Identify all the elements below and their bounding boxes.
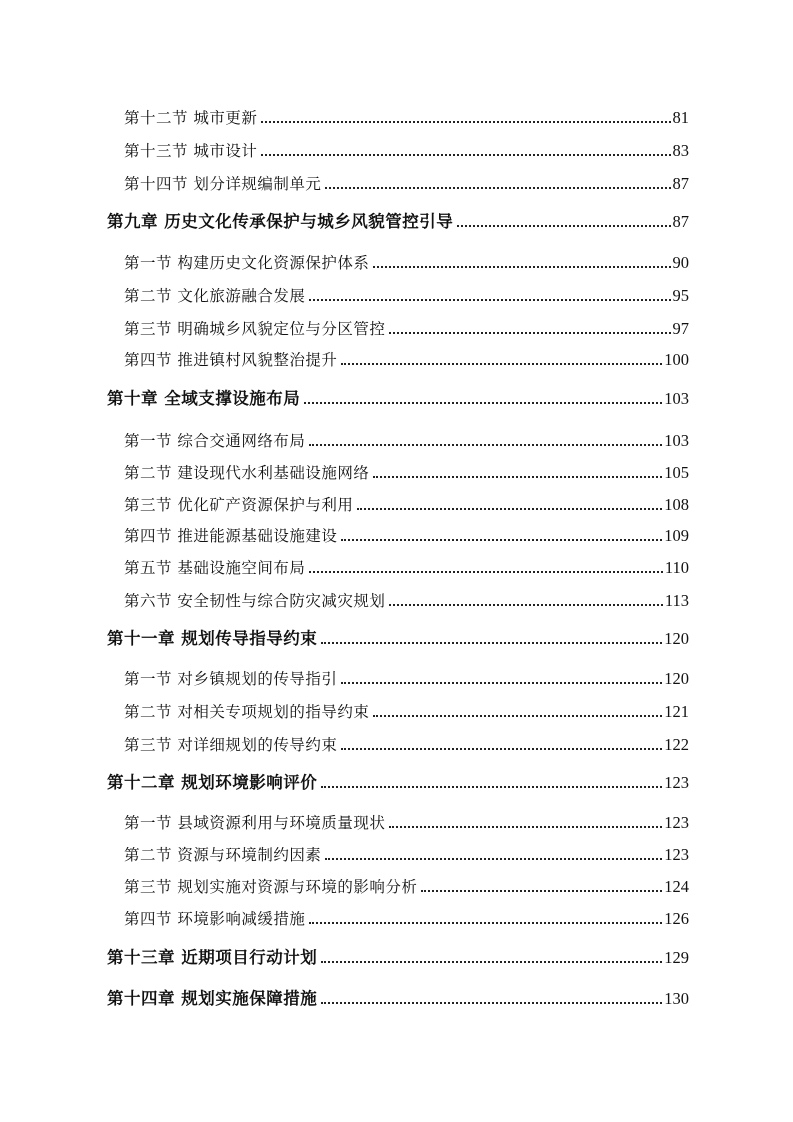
toc-entry-chapter[interactable] xyxy=(107,765,689,793)
toc-page-number: 83 xyxy=(672,141,689,160)
toc-page-number: 110 xyxy=(664,558,689,577)
toc-entry-section[interactable] xyxy=(124,455,689,483)
toc-entry-section[interactable] xyxy=(124,311,689,339)
toc-page-number: 124 xyxy=(664,877,689,896)
toc-entry-section[interactable] xyxy=(124,869,689,897)
toc-page-number: 123 xyxy=(664,773,689,792)
dot-leader xyxy=(457,225,670,227)
toc-entry-title: 第十四节 划分详规编制单元 xyxy=(124,175,322,193)
dot-leader xyxy=(341,363,662,365)
toc-entry-title: 第三节 规划实施对资源与环境的影响分析 xyxy=(124,878,418,896)
dot-leader xyxy=(389,332,670,334)
dot-leader xyxy=(304,402,662,404)
dot-leader xyxy=(421,890,662,892)
toc-entry-section[interactable] xyxy=(124,583,689,611)
dot-leader xyxy=(309,571,662,573)
toc-entry-title: 第二节 对相关专项规划的指导约束 xyxy=(124,703,370,721)
toc-entry-section[interactable] xyxy=(124,661,689,689)
toc-entry-title: 第三节 优化矿产资源保护与利用 xyxy=(124,496,354,514)
dot-leader xyxy=(321,1002,662,1004)
dot-leader xyxy=(389,826,662,828)
toc-entry-title: 第十三章 近期项目行动计划 xyxy=(107,948,318,967)
dot-leader xyxy=(321,642,662,644)
toc-entry-title: 第六节 安全韧性与综合防灾减灾规划 xyxy=(124,592,386,610)
toc-entry-title: 第二节 文化旅游融合发展 xyxy=(124,287,306,305)
toc-page-number: 123 xyxy=(664,845,689,864)
dot-leader xyxy=(389,604,662,606)
dot-leader xyxy=(373,266,670,268)
toc-page-number: 95 xyxy=(672,286,689,305)
dot-leader xyxy=(341,682,662,684)
toc-entry-section[interactable] xyxy=(124,901,689,929)
dot-leader xyxy=(341,539,662,541)
dot-leader xyxy=(309,299,670,301)
toc-entry-section[interactable] xyxy=(124,518,689,546)
dot-leader xyxy=(357,508,662,510)
toc-page-number: 113 xyxy=(664,591,689,610)
toc-entry-section[interactable] xyxy=(124,727,689,755)
toc-entry-section[interactable] xyxy=(124,423,689,451)
toc-entry-title: 第九章 历史文化传承保护与城乡风貌管控引导 xyxy=(107,212,454,231)
toc-entry-section[interactable] xyxy=(124,133,689,161)
dot-leader xyxy=(261,121,670,123)
toc-entry-section[interactable] xyxy=(124,342,689,370)
toc-entry-section[interactable] xyxy=(124,166,689,194)
dot-leader xyxy=(373,476,662,478)
toc-page-number: 97 xyxy=(672,319,689,338)
dot-leader xyxy=(309,922,662,924)
toc-entry-title: 第三节 对详细规划的传导约束 xyxy=(124,736,338,754)
toc-entry-title: 第一节 构建历史文化资源保护体系 xyxy=(124,254,370,272)
toc-page-number: 109 xyxy=(664,526,689,545)
dot-leader xyxy=(309,444,662,446)
dot-leader xyxy=(321,961,662,963)
toc-entry-title: 第四节 环境影响减缓措施 xyxy=(124,910,306,928)
toc-page-number: 129 xyxy=(664,948,689,967)
toc-page-number: 81 xyxy=(672,108,689,127)
toc-entry-title: 第十二节 城市更新 xyxy=(124,109,258,127)
toc-page-number: 105 xyxy=(664,463,689,482)
toc-page-number: 87 xyxy=(672,174,689,193)
toc-page-number: 108 xyxy=(664,495,689,514)
toc-entry-section[interactable] xyxy=(124,837,689,865)
dot-leader xyxy=(341,748,662,750)
toc-entry-section[interactable] xyxy=(124,550,689,578)
toc-page-number: 122 xyxy=(664,735,689,754)
toc-page-number: 103 xyxy=(664,431,689,450)
toc-entry-title: 第十四章 规划实施保障措施 xyxy=(107,989,318,1008)
toc-entry-section[interactable] xyxy=(124,694,689,722)
toc-page-number: 123 xyxy=(664,813,689,832)
toc-entry-chapter[interactable] xyxy=(107,940,689,968)
toc-page-number: 121 xyxy=(664,702,689,721)
toc-entry-title: 第五节 基础设施空间布局 xyxy=(124,559,306,577)
toc-entry-title: 第十三节 城市设计 xyxy=(124,142,258,160)
toc-entry-chapter[interactable] xyxy=(107,381,689,409)
toc-entry-title: 第二节 资源与环境制约因素 xyxy=(124,846,322,864)
toc-entry-chapter[interactable] xyxy=(107,981,689,1009)
dot-leader xyxy=(373,715,662,717)
toc-page-number: 120 xyxy=(664,669,689,688)
toc-entry-title: 第一节 县域资源利用与环境质量现状 xyxy=(124,814,386,832)
toc-entry-title: 第一节 综合交通网络布局 xyxy=(124,432,306,450)
toc-entry-title: 第四节 推进能源基础设施建设 xyxy=(124,527,338,545)
toc-page-number: 126 xyxy=(664,909,689,928)
toc-entry-title: 第三节 明确城乡风貌定位与分区管控 xyxy=(124,320,386,338)
toc-entry-section[interactable] xyxy=(124,278,689,306)
toc-entry-section[interactable] xyxy=(124,805,689,833)
toc-entry-title: 第二节 建设现代水利基础设施网络 xyxy=(124,464,370,482)
toc-entry-chapter[interactable] xyxy=(107,621,689,649)
toc-entry-section[interactable] xyxy=(124,487,689,515)
toc-entry-title: 第十一章 规划传导指导约束 xyxy=(107,629,318,648)
toc-entry-title: 第一节 对乡镇规划的传导指引 xyxy=(124,670,338,688)
toc-entry-section[interactable] xyxy=(124,245,689,273)
dot-leader xyxy=(325,187,670,189)
toc-entry-title: 第四节 推进镇村风貌整治提升 xyxy=(124,351,338,369)
dot-leader xyxy=(321,786,662,788)
dot-leader xyxy=(261,154,670,156)
toc-page-number: 100 xyxy=(664,350,689,369)
toc-page-number: 87 xyxy=(672,212,689,231)
toc-page-number: 90 xyxy=(672,253,689,272)
toc-page-number: 130 xyxy=(664,989,689,1008)
toc-page-number: 120 xyxy=(664,629,689,648)
toc-entry-chapter[interactable] xyxy=(107,204,689,232)
toc-entry-section[interactable] xyxy=(124,100,689,128)
toc-page-number: 103 xyxy=(664,389,689,408)
toc-entry-title: 第十章 全域支撑设施布局 xyxy=(107,389,301,408)
toc-entry-title: 第十二章 规划环境影响评价 xyxy=(107,773,318,792)
dot-leader xyxy=(325,858,662,860)
